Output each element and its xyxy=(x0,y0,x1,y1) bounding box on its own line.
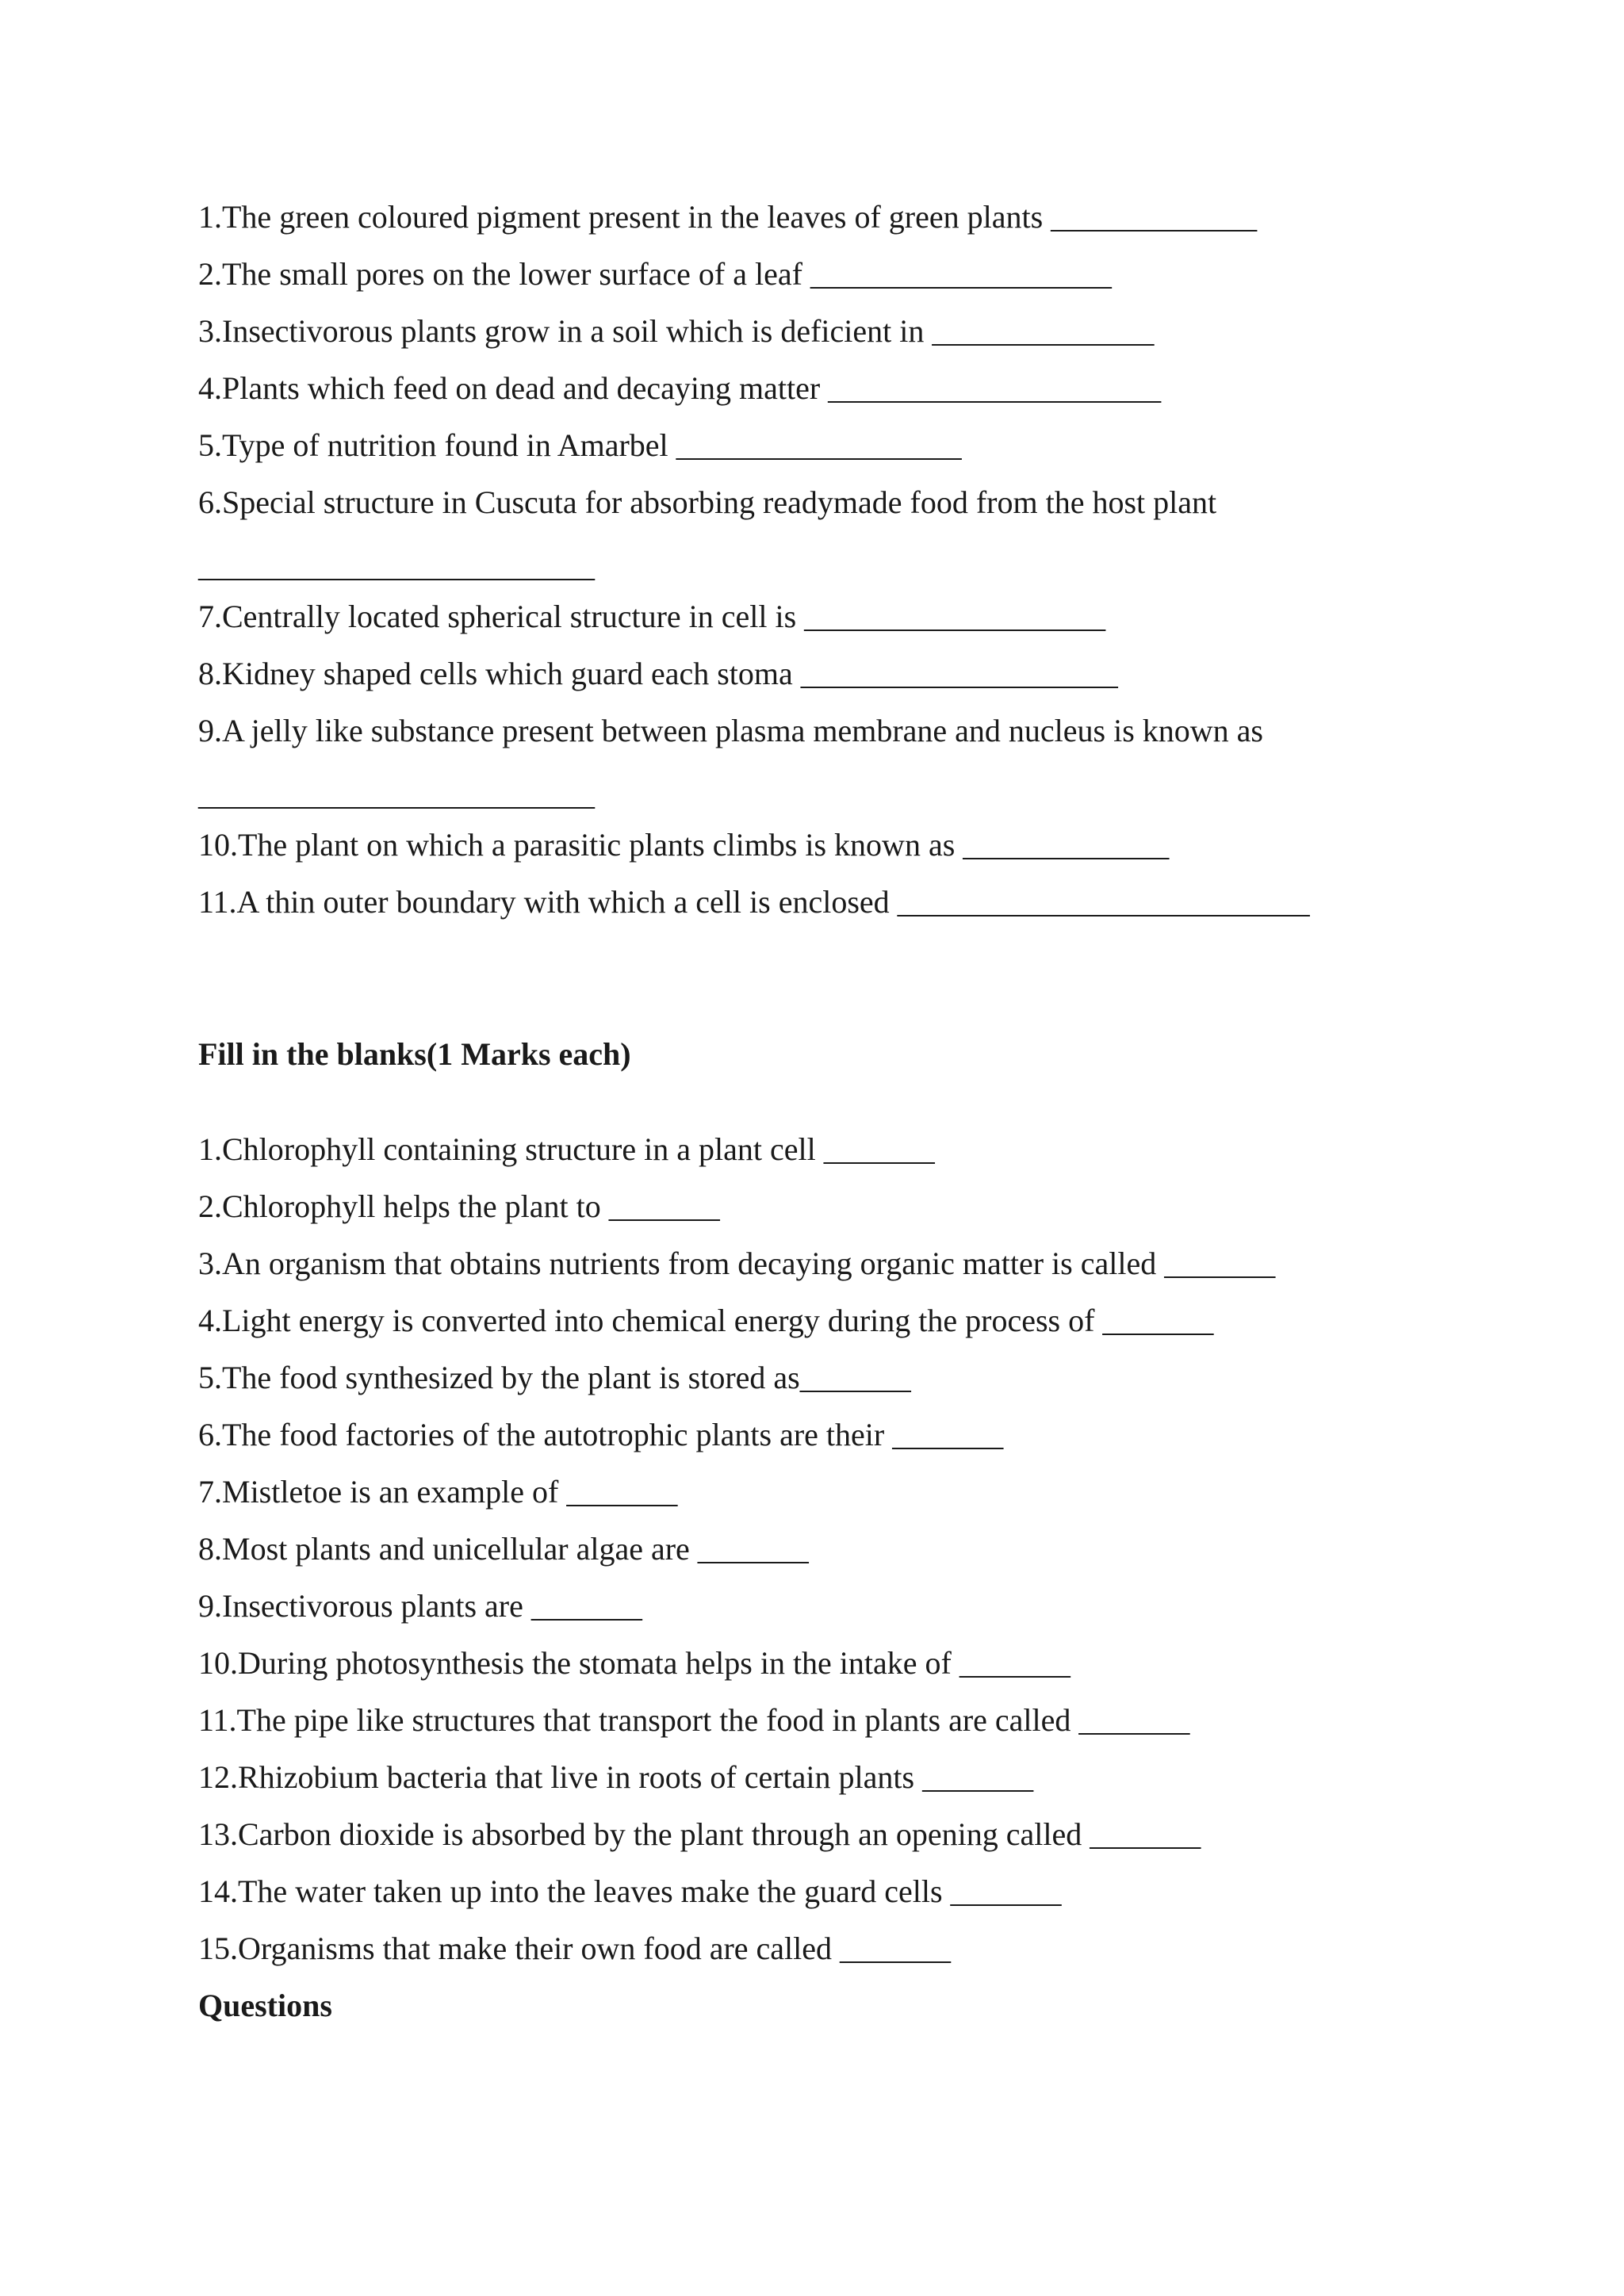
s2-item-3: 3.An organism that obtains nutrients from decaying organic matter is called _______ xyxy=(198,1246,1276,1281)
s1-item-3: 3.Insectivorous plants grow in a soil which is deficient in ______________ xyxy=(198,313,1155,349)
s2-item-2: 2.Chlorophyll helps the plant to _______ xyxy=(198,1188,720,1224)
s1-item-9: 9.A jelly like substance present between plasma membrane and nucleus is known as xyxy=(198,713,1263,748)
s1-item-8: 8.Kidney shaped cells which guard each stoma ____________________ xyxy=(198,656,1118,691)
questions-heading: Questions xyxy=(198,1988,332,2023)
s1-item-2: 2.The small pores on the lower surface of a leaf ___________________ xyxy=(198,256,1112,292)
s2-item-14: 14.The water taken up into the leaves make the guard cells _______ xyxy=(198,1873,1062,1909)
s2-item-8: 8.Most plants and unicellular algae are _______ xyxy=(198,1531,809,1567)
s2-item-6: 6.The food factories of the autotrophic plants are their _______ xyxy=(198,1417,1004,1452)
s2-item-1: 1.Chlorophyll containing structure in a plant cell _______ xyxy=(198,1131,935,1167)
s1-item-6-blank: _________________________ xyxy=(198,548,595,584)
fill-in-blanks-heading: Fill in the blanks(1 Marks each) xyxy=(198,1036,631,1072)
s2-item-15: 15.Organisms that make their own food are called _______ xyxy=(198,1931,952,1966)
s2-item-10: 10.During photosynthesis the stomata helps in the intake of _______ xyxy=(198,1645,1071,1681)
s2-item-13: 13.Carbon dioxide is absorbed by the plant through an opening called _______ xyxy=(198,1816,1201,1852)
s2-item-9: 9.Insectivorous plants are _______ xyxy=(198,1588,642,1624)
s1-item-6: 6.Special structure in Cuscuta for absorbing readymade food from the host plant xyxy=(198,484,1217,520)
s1-item-9-blank: _________________________ xyxy=(198,776,595,812)
s1-item-4: 4.Plants which feed on dead and decaying matter _____________________ xyxy=(198,370,1162,406)
s2-item-7: 7.Mistletoe is an example of _______ xyxy=(198,1474,678,1510)
s1-item-1: 1.The green coloured pigment present in the leaves of green plants _____________ xyxy=(198,199,1258,235)
s2-item-5: 5.The food synthesized by the plant is stored as_______ xyxy=(198,1360,911,1395)
s2-item-12: 12.Rhizobium bacteria that live in roots of certain plants _______ xyxy=(198,1759,1034,1795)
s1-item-10: 10.The plant on which a parasitic plants climbs is known as _____________ xyxy=(198,827,1170,863)
s1-item-5: 5.Type of nutrition found in Amarbel __________________ xyxy=(198,427,962,463)
s1-item-7: 7.Centrally located spherical structure in cell is ___________________ xyxy=(198,599,1106,634)
s2-item-4: 4.Light energy is converted into chemical energy during the process of _______ xyxy=(198,1303,1214,1338)
s2-item-11: 11.The pipe like structures that transport the food in plants are called _______ xyxy=(198,1702,1190,1738)
s1-item-11: 11.A thin outer boundary with which a cell is enclosed __________________________ xyxy=(198,884,1310,920)
